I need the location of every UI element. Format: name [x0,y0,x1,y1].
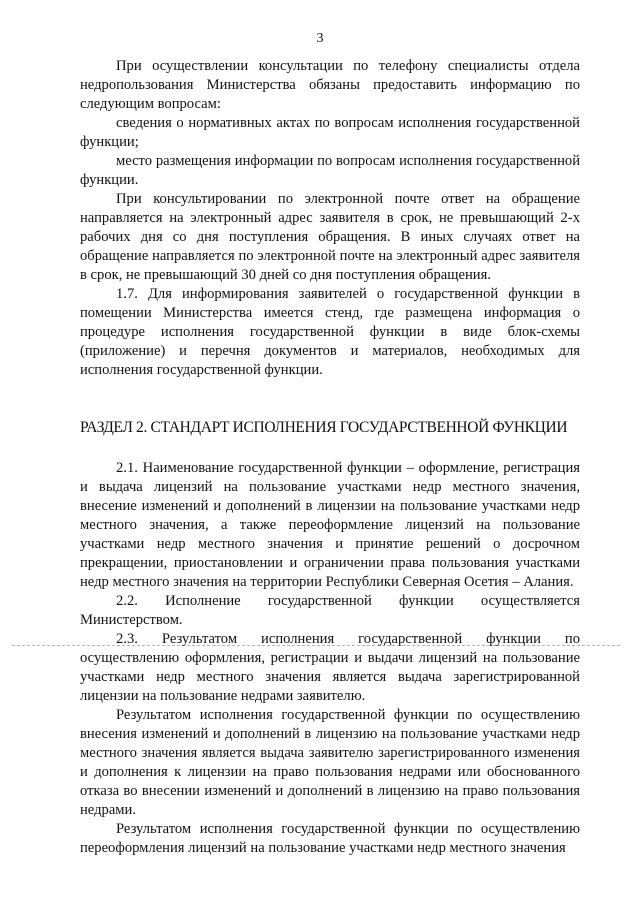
paragraph-2-1-function-name: 2.1. Наименование государственной функции – оформление, регистрация и выдача лицензий на пользование участками недр местного значения, внесение изменений и дополнений в лицензии на пользование участками недр местного значения, а также переоформление лицензий на пользование участками недр местного значения и принятие решений о досрочном прекращении, приостановлении и ограничении права пользования участками недр местного значения на территории Республики Северная Осетия – Алания. [80,460,580,590]
paragraph-result-amendments: Результатом исполнения государственной функции по осуществлению внесения изменений и дополнений в лицензию на пользование участками недр местного значения является выдача заявителю зарегистрированного изменения и дополнения к лицензии на право пользования недрами или обоснованного отказа во внесении изменений и дополнений в лицензию на право пользования недрами. [80,707,580,818]
paragraph-info-placement: место размещения информации по вопросам исполнения государственной функции. [80,153,580,188]
paragraph-phone-consultation: При осуществлении консультации по телефону специалисты отдела недропользования Министерства обязаны предоставить информацию по следующим вопросам: [80,58,580,112]
document-body [80,57,580,858]
page-number: 3 [316,31,324,46]
paragraph-regulatory-acts: сведения о нормативных актах по вопросам исполнения государственной функции; [80,115,580,150]
scan-artifact-line [12,645,620,646]
paragraph-2-3-result: 2.3. Результатом исполнения государственной функции по осуществлению оформления, регистрации и выдачи лицензий на пользование участками недр местного значения является выдача зарегистрированной лицензии на пользование недрами заявителю. [80,631,580,704]
paragraph-email-consultation: При консультировании по электронной почте ответ на обращение направляется на электронный адрес заявителя в срок, не превышающий 2-х рабочих дня со дня поступления обращения. В иных случаях ответ на обращение направляется по электронной почте на электронный адрес заявителя в срок, не превышающий 30 дней со дня поступления обращения. [80,191,580,283]
paragraph-result-reissue: Результатом исполнения государственной функции по осуществлению переоформления лицензий на пользование участками недр местного значения [80,821,580,856]
paragraph-1-7-info-stand: 1.7. Для информирования заявителей о государственной функции в помещении Министерства имеется стенд, где размещена информация о процедуре исполнения государственной функции в виде блок-схемы (приложение) и перечня документов и материалов, необходимых для исполнения государственной функции. [80,286,580,378]
section-heading: РАЗДЕЛ 2. СТАНДАРТ ИСПОЛНЕНИЯ ГОСУДАРСТВЕННОЙ ФУНКЦИИ [80,419,568,436]
paragraph-2-2-executor: 2.2. Исполнение государственной функции осуществляется Министерством. [80,593,580,628]
